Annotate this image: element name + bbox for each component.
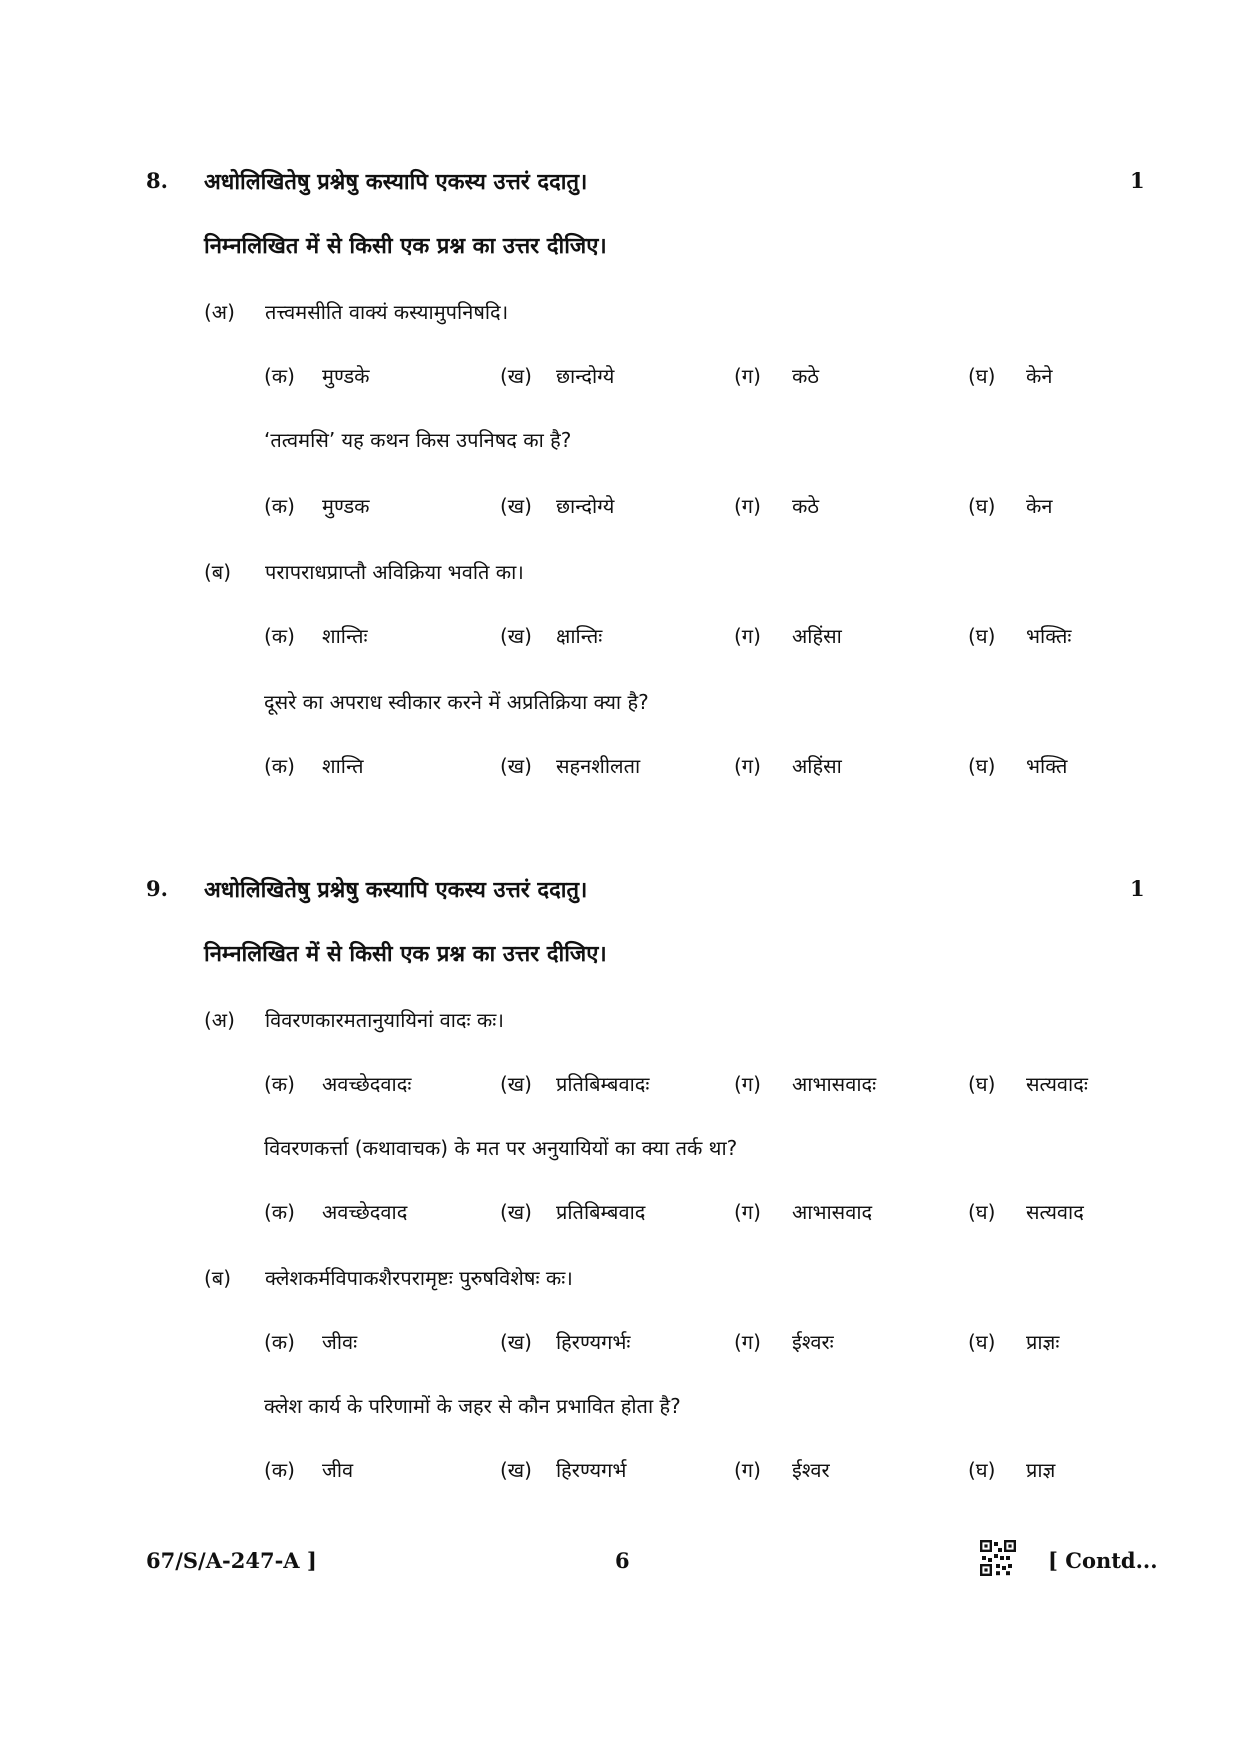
option-label: (ख)	[500, 624, 532, 648]
option-text: कठे	[792, 364, 819, 388]
part-question-hindi: ‘तत्वमसि’ यह कथन किस उपनिषद का है?	[264, 428, 572, 452]
option-text: प्रतिबिम्बवादः	[556, 1072, 650, 1096]
question-instruction-hindi: निम्नलिखित में से किसी एक प्रश्न का उत्तर दीजिए।	[204, 233, 607, 259]
part-question-sanskrit: क्लेशकर्मविपाकशैरपरामृष्टः पुरुषविशेषः कः।	[265, 1266, 573, 1290]
part-question-sanskrit: तत्त्वमसीति वाक्यं कस्यामुपनिषदि।	[265, 300, 509, 324]
option-text: प्राज्ञः	[1026, 1330, 1060, 1354]
option-label: (ख)	[500, 1072, 532, 1096]
option-text: जीवः	[322, 1330, 358, 1354]
option-label: (ग)	[734, 624, 761, 648]
question-instruction-sanskrit: अधोलिखितेषु प्रश्नेषु कस्यापि एकस्य उत्तरं ददातु।	[204, 877, 588, 903]
option-label: (क)	[264, 364, 295, 388]
option-label: (क)	[264, 494, 295, 518]
question-number: 9.	[146, 876, 168, 901]
part-label: (ब)	[204, 560, 232, 584]
option-text: मुण्डके	[322, 364, 370, 388]
option-text: अहिंसा	[792, 624, 842, 648]
option-label: (ख)	[500, 1330, 532, 1354]
part-question-sanskrit: परापराधप्राप्तौ अविक्रिया भवति का।	[265, 560, 524, 584]
part-label: (ब)	[204, 1266, 232, 1290]
option-text: प्राज्ञ	[1026, 1458, 1056, 1482]
option-text: जीव	[322, 1458, 354, 1482]
option-text: छान्दोग्ये	[556, 494, 615, 518]
option-text: छान्दोग्ये	[556, 364, 615, 388]
question-marks: 1	[1130, 168, 1145, 193]
option-text: सत्यवादः	[1026, 1072, 1088, 1096]
option-text: कठे	[792, 494, 819, 518]
option-label: (ख)	[500, 364, 532, 388]
question-marks: 1	[1130, 876, 1145, 901]
option-text: सहनशीलता	[556, 754, 641, 778]
option-label: (क)	[264, 624, 295, 648]
option-text: भक्तिः	[1026, 624, 1072, 648]
option-label: (ग)	[734, 1458, 761, 1482]
option-text: केने	[1026, 364, 1053, 388]
option-label: (ख)	[500, 1458, 532, 1482]
option-text: मुण्डक	[322, 494, 370, 518]
option-text: क्षान्तिः	[556, 624, 603, 648]
option-label: (घ)	[968, 1200, 996, 1224]
option-label: (ख)	[500, 1200, 532, 1224]
option-label: (घ)	[968, 624, 996, 648]
question-instruction-hindi: निम्नलिखित में से किसी एक प्रश्न का उत्तर दीजिए।	[204, 941, 607, 967]
option-label: (ग)	[734, 1072, 761, 1096]
option-text: अवच्छेदवादः	[322, 1072, 412, 1096]
option-text: अवच्छेदवाद	[322, 1200, 408, 1224]
option-text: आभासवादः	[792, 1072, 877, 1096]
option-label: (ख)	[500, 754, 532, 778]
option-text: अहिंसा	[792, 754, 842, 778]
option-label: (घ)	[968, 1330, 996, 1354]
option-label: (घ)	[968, 754, 996, 778]
option-text: सत्यवाद	[1026, 1200, 1084, 1224]
option-label: (ग)	[734, 1200, 761, 1224]
part-question-hindi: क्लेश कार्य के परिणामों के जहर से कौन प्रभावित होता है?	[264, 1394, 681, 1418]
continued-label: [ Contd...	[1048, 1548, 1158, 1573]
option-label: (ख)	[500, 494, 532, 518]
question-instruction-sanskrit: अधोलिखितेषु प्रश्नेषु कस्यापि एकस्य उत्तरं ददातु।	[204, 169, 588, 195]
option-label: (ग)	[734, 494, 761, 518]
option-label: (ग)	[734, 1330, 761, 1354]
option-text: आभासवाद	[792, 1200, 873, 1224]
part-label: (अ)	[204, 300, 235, 324]
option-label: (घ)	[968, 1072, 996, 1096]
part-question-sanskrit: विवरणकारमतानुयायिनां वादः कः।	[265, 1008, 504, 1032]
part-question-hindi: विवरणकर्त्ता (कथावाचक) के मत पर अनुयायियों का क्या तर्क था?	[264, 1136, 738, 1160]
option-label: (ग)	[734, 754, 761, 778]
option-text: प्रतिबिम्बवाद	[556, 1200, 646, 1224]
option-label: (घ)	[968, 364, 996, 388]
option-text: हिरण्यगर्भः	[556, 1330, 631, 1354]
paper-code: 67/S/A-247-A ]	[146, 1548, 317, 1573]
option-text: ईश्वरः	[792, 1330, 834, 1354]
option-text: ईश्वर	[792, 1458, 830, 1482]
option-label: (क)	[264, 1458, 295, 1482]
option-text: शान्तिः	[322, 624, 368, 648]
page-number: 6	[615, 1548, 630, 1573]
option-text: शान्ति	[322, 754, 364, 778]
qr-code-icon	[980, 1540, 1016, 1576]
part-question-hindi: दूसरे का अपराध स्वीकार करने में अप्रतिक्रिया क्या है?	[264, 690, 649, 714]
option-label: (ग)	[734, 364, 761, 388]
option-text: हिरण्यगर्भ	[556, 1458, 627, 1482]
option-text: केन	[1026, 494, 1053, 518]
part-label: (अ)	[204, 1008, 235, 1032]
option-label: (क)	[264, 1330, 295, 1354]
option-text: भक्ति	[1026, 754, 1068, 778]
option-label: (घ)	[968, 1458, 996, 1482]
option-label: (क)	[264, 1072, 295, 1096]
option-label: (क)	[264, 1200, 295, 1224]
option-label: (घ)	[968, 494, 996, 518]
option-label: (क)	[264, 754, 295, 778]
question-number: 8.	[146, 168, 168, 193]
